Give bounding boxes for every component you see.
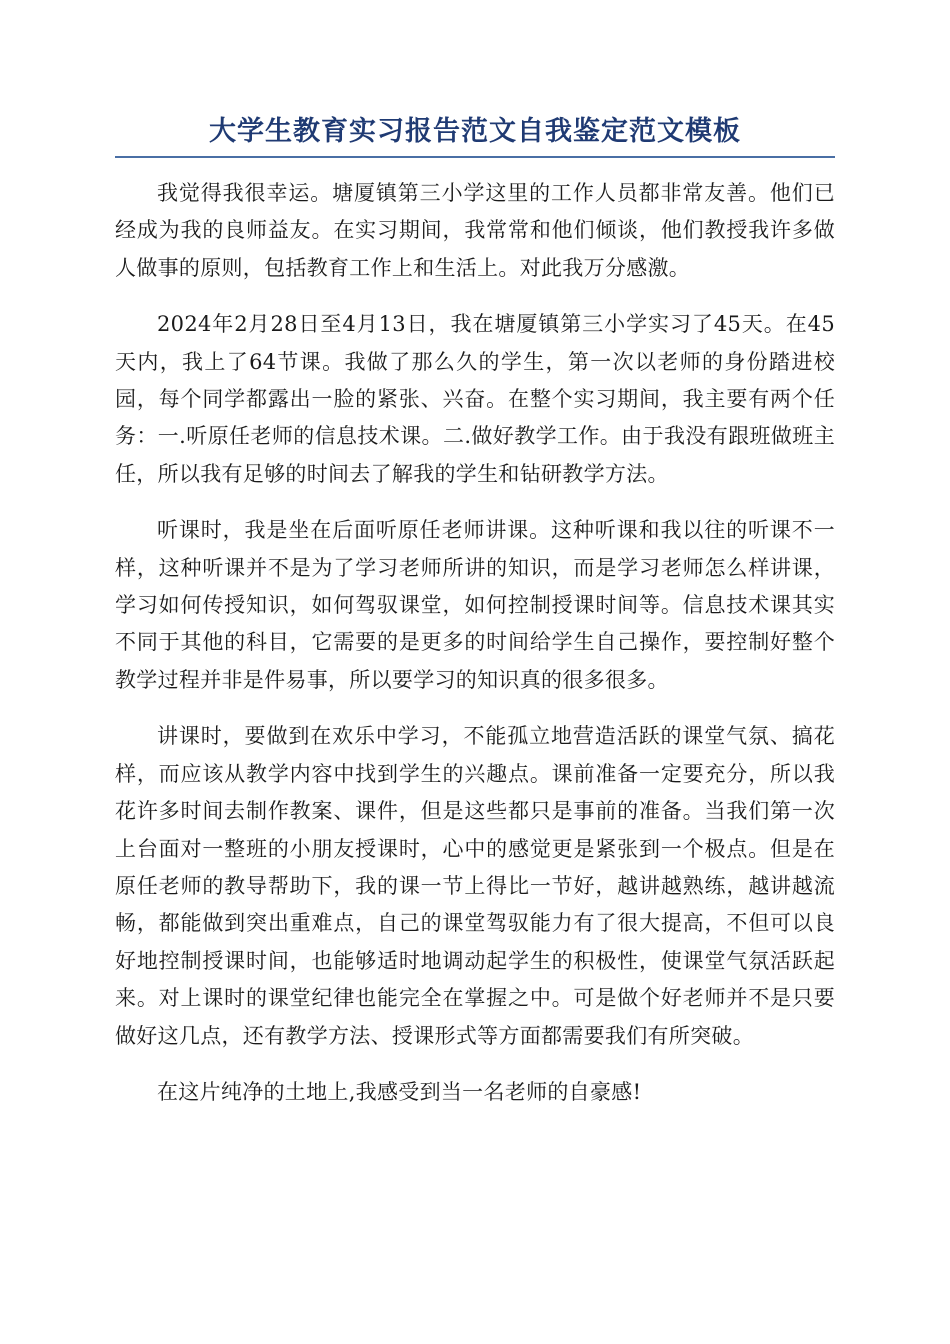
document-body xyxy=(115,175,835,1130)
paragraph-2: 2024年2月28日至4月13日，我在塘厦镇第三小学实习了45天。在45天内，我上了64节课。我做了那么久的学生，第一次以老师的身份踏进校园，每个同学都露出一脸的紧张、兴奋。在整个实习期间，我主要有两个任务：一.听原任老师的信息技术课。二.做好教学工作。由于我没有跟班做班主任，所以我有足够的时间去了解我的学生和钻研教学方法。 xyxy=(115,312,835,486)
paragraph-1: 我觉得我很幸运。塘厦镇第三小学这里的工作人员都非常友善。他们已经成为我的良师益友。在实习期间，我常常和他们倾谈，他们教授我许多做人做事的原则，包括教育工作上和生活上。对此我万分感激。 xyxy=(115,181,835,280)
title-block xyxy=(115,112,835,158)
paragraph-5: 在这片纯净的土地上,我感受到当一名老师的自豪感! xyxy=(157,1079,642,1104)
paragraph-4: 讲课时，要做到在欢乐中学习，不能孤立地营造活跃的课堂气氛、搞花样，而应该从教学内容中找到学生的兴趣点。课前准备一定要充分，所以我花许多时间去制作教案、课件，但是这些都只是事前的准备。当我们第一次上台面对一整班的小朋友授课时，心中的感觉更是紧张到一个极点。但是在原任老师的教导帮助下，我的课一节上得比一节好，越讲越熟练，越讲越流畅，都能做到突出重难点，自己的课堂驾驭能力有了很大提高，不但可以良好地控制授课时间，也能够适时地调动起学生的积极性，使课堂气氛活跃起来。对上课时的课堂纪律也能完全在掌握之中。可是做个好老师并不是只要做好这几点，还有教学方法、授课形式等方面都需要我们有所突破。 xyxy=(115,724,835,1048)
page-title: 大学生教育实习报告范文自我鉴定范文模板 xyxy=(209,116,741,147)
paragraph-3: 听课时，我是坐在后面听原任老师讲课。这种听课和我以往的听课不一样，这种听课并不是为了学习老师所讲的知识，而是学习老师怎么样讲课，学习如何传授知识，如何驾驭课堂，如何控制授课时间等。信息技术课其实不同于其他的科目，它需要的是更多的时间给学生自己操作，要控制好整个教学过程并非是件易事，所以要学习的知识真的很多很多。 xyxy=(115,518,835,692)
